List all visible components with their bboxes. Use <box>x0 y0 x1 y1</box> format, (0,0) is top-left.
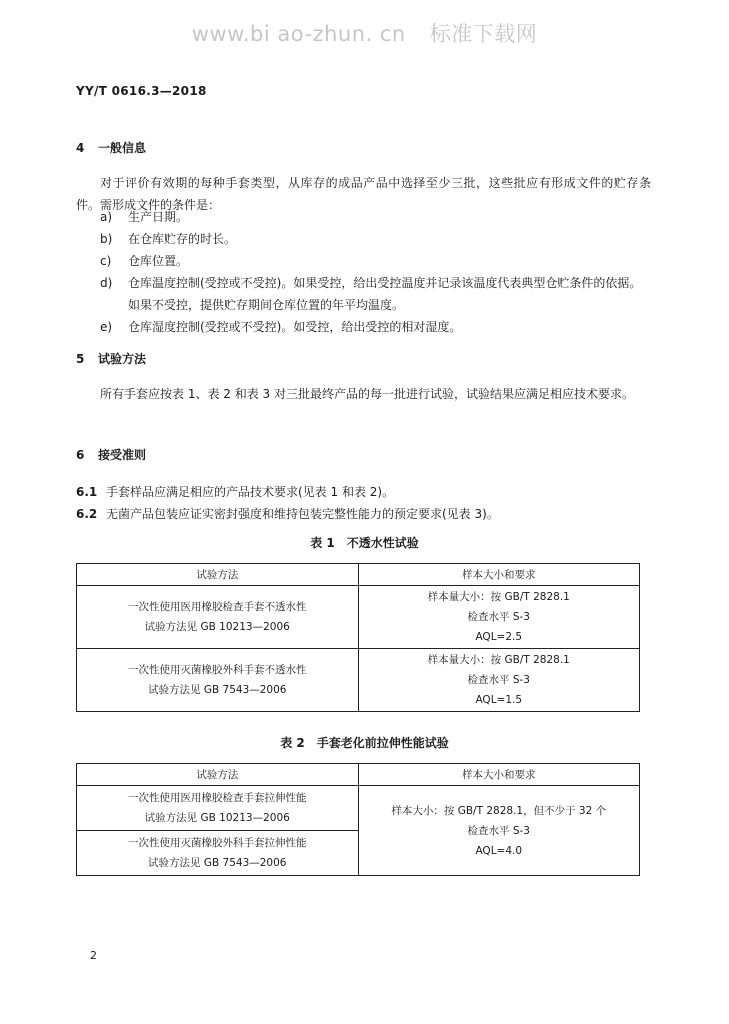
method-cell <box>77 586 359 649</box>
table-header-row <box>77 564 640 586</box>
cell-line: 试验方法见 GB 10213—2006 <box>144 812 290 824</box>
section-title: 一般信息 <box>98 141 147 155</box>
list-marker: a) <box>100 210 113 224</box>
section-number: 6 <box>76 448 85 462</box>
section-6-heading <box>76 446 146 463</box>
header-cell: 试验方法 <box>77 564 359 586</box>
list-text: 仓库湿度控制(受控或不受控)。如受控，给出受控的相对湿度。 <box>128 320 462 334</box>
cell-line: 检查水平 S-3 <box>467 611 530 623</box>
table-header-row <box>77 764 640 786</box>
cell-line: 一次性使用医用橡胶检查手套不透水性 <box>128 601 307 613</box>
cell-line: 试验方法见 GB 7543—2006 <box>148 857 287 869</box>
clause-number: 6.1 <box>76 485 98 499</box>
requirement-cell <box>358 586 640 649</box>
cell-line: AQL=2.5 <box>475 631 523 643</box>
list-item <box>100 316 650 338</box>
section-5-heading <box>76 350 146 367</box>
page-number: 2 <box>90 949 97 962</box>
watermark <box>0 18 729 48</box>
cell-line: 试验方法见 GB 10213—2006 <box>144 621 290 633</box>
list-marker: d) <box>100 276 113 290</box>
list-item <box>100 272 650 316</box>
section-4-intro: 对于评价有效期的每种手套类型，从库存的成品产品中选择至少三批，这些批应有形成文件的贮存条件。需形成文件的条件是： <box>76 176 651 212</box>
clause-text: 手套样品应满足相应的产品技术要求(见表 1 和表 2)。 <box>106 485 395 499</box>
table-row <box>77 586 640 649</box>
section-5-text: 所有手套应按表 1、表 2 和表 3 对三批最终产品的每一批进行试验，试验结果应满足相应技术要求。 <box>100 387 634 401</box>
table-1 <box>76 563 640 712</box>
list-text: 仓库位置。 <box>128 254 189 268</box>
cell-line: 检查水平 S-3 <box>467 824 530 837</box>
cell-line: AQL=4.0 <box>475 844 523 857</box>
cell-line: 样本量大小：按 GB/T 2828.1 <box>427 654 570 666</box>
watermark-url: www.bi ao-zhun. cn <box>191 22 406 46</box>
method-cell <box>77 649 359 712</box>
list-item <box>100 250 650 272</box>
section-title: 接受准则 <box>98 448 147 462</box>
list-text: 生产日期。 <box>128 210 189 224</box>
section-4-heading <box>76 139 146 156</box>
clause-number: 6.2 <box>76 507 98 521</box>
cell-line: 样本大小：按 GB/T 2828.1，但不少于 32 个 <box>391 804 607 817</box>
requirement-cell <box>358 649 640 712</box>
table-row <box>77 649 640 712</box>
list-text: 在仓库贮存的时长。 <box>128 232 237 246</box>
cell-line: 试验方法见 GB 7543—2006 <box>148 684 287 696</box>
list-marker: b) <box>100 232 113 246</box>
list-marker: c) <box>100 254 112 268</box>
cell-line: 一次性使用灭菌橡胶外科手套拉伸性能 <box>128 837 307 849</box>
table-1-caption: 表 1 不透水性试验 <box>310 536 419 550</box>
method-cell <box>77 831 359 876</box>
clause-text: 无菌产品包装应证实密封强度和维持包装完整性能力的预定要求(见表 3)。 <box>106 507 499 521</box>
method-cell <box>77 786 359 831</box>
table-row <box>77 786 640 831</box>
cell-line: 检查水平 S-3 <box>467 674 530 686</box>
header-cell: 样本大小和要求 <box>358 564 640 586</box>
section-title: 试验方法 <box>98 352 147 366</box>
list-text: 仓库温度控制(受控或不受控)。如果受控，给出受控温度并记录该温度代表典型仓贮条件的依据。如果不受控，提供贮存期间仓库位置的年平均温度。 <box>128 276 642 312</box>
section-number: 5 <box>76 352 85 366</box>
list-item <box>100 206 650 228</box>
header-cell: 试验方法 <box>77 764 359 786</box>
storage-conditions-list <box>100 206 650 338</box>
table-2 <box>76 763 640 876</box>
list-item <box>100 228 650 250</box>
requirement-6-2 <box>76 503 651 525</box>
list-marker: e) <box>100 320 113 334</box>
cell-line: 样本量大小：按 GB/T 2828.1 <box>427 591 570 603</box>
watermark-site: 标准下载网 <box>429 22 538 46</box>
cell-line: 一次性使用灭菌橡胶外科手套不透水性 <box>128 664 307 676</box>
section-number: 4 <box>76 141 85 155</box>
document-code: YY/T 0616.3—2018 <box>76 84 207 98</box>
cell-line: AQL=1.5 <box>475 694 523 706</box>
requirement-6-1 <box>76 481 651 503</box>
header-cell: 样本大小和要求 <box>358 764 640 786</box>
cell-line: 一次性使用医用橡胶检查手套拉伸性能 <box>128 792 307 804</box>
requirement-cell <box>358 786 640 876</box>
table-2-caption: 表 2 手套老化前拉伸性能试验 <box>280 736 449 750</box>
